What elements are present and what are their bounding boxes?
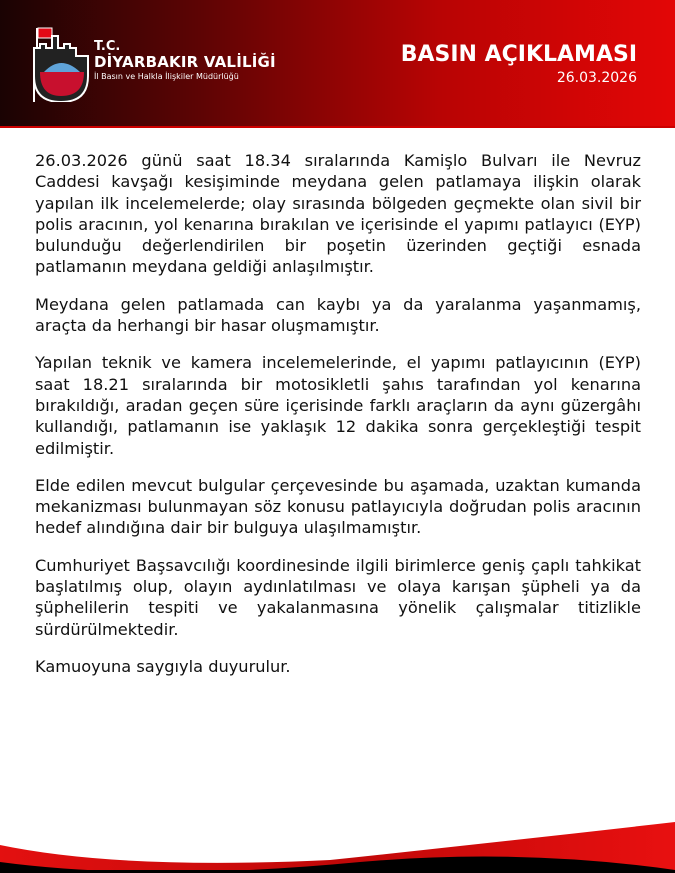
- paragraph: 26.03.2026 günü saat 18.34 sıralarında Kamişlo Bulvarı ile Nevruz Caddesi kavşağı kesişiminde meydana gelen patlamaya ilişkin olarak yapılan ilk incelemelerde; olay sırasında bölgeden geçmekte olan sivil bir polis aracının, yol kenarına bırakılan ve içerisinde el yapımı patlayıcı (EYP) bulunduğu değerlendirilen bir poşetin üzerinden geçtiği esnada patlamanın meydana geldiği anlaşılmıştır.: [35, 151, 641, 277]
- paragraph: Yapılan teknik ve kamera incelemelerinde, el yapımı patlayıcının (EYP) saat 18.21 sıralarında bir motosikletli şahıs tarafından yol kenarına bırakıldığı, aradan geçen süre içerisinde farklı araçların da aynı güzergâhı kullandığı, patlamanın ise yaklaşık 12 dakika sonra gerçekleştiği tespit edilmiştir.: [35, 353, 641, 458]
- paragraph: Cumhuriyet Başsavcılığı koordinesinde ilgili birimlerce geniş çaplı tahkikat başlatılmış olup, olayın aydınlatılması ve olaya karışan şüpheli ya da şüphelilerin tespiti ve yakalanmasına yönelik çalışmalar titizlikle sürdürülmektedir.: [35, 555, 641, 639]
- tc-label: T.C.: [94, 39, 121, 54]
- document-title: BASIN AÇIKLAMASI: [400, 42, 637, 67]
- org-subtitle: İl Basın ve Halkla İlişkiler Müdürlüğü: [94, 72, 239, 81]
- diyarbakir-valiligi-logo: [30, 26, 92, 102]
- paragraph: Meydana gelen patlamada can kaybı ya da yaralanma yaşanmamış, araçta da herhangi bir hasar oluşmamıştır.: [35, 294, 641, 336]
- document-date: 26.03.2026: [556, 70, 637, 86]
- press-release-body: [35, 150, 641, 693]
- paragraph: Elde edilen mevcut bulgular çerçevesinde bu aşamada, uzaktan kumanda mekanizması bulunmayan söz konusu patlayıcıyla doğrudan polis aracının hedef alındığına dair bir bulguya ulaşılmamıştır.: [35, 475, 641, 538]
- footer-wave: [0, 800, 675, 873]
- paragraph: Kamuoyuna saygıyla duyurulur.: [35, 656, 291, 676]
- org-name: DİYARBAKIR VALİLİĞİ: [94, 53, 276, 71]
- header-banner: [0, 0, 675, 128]
